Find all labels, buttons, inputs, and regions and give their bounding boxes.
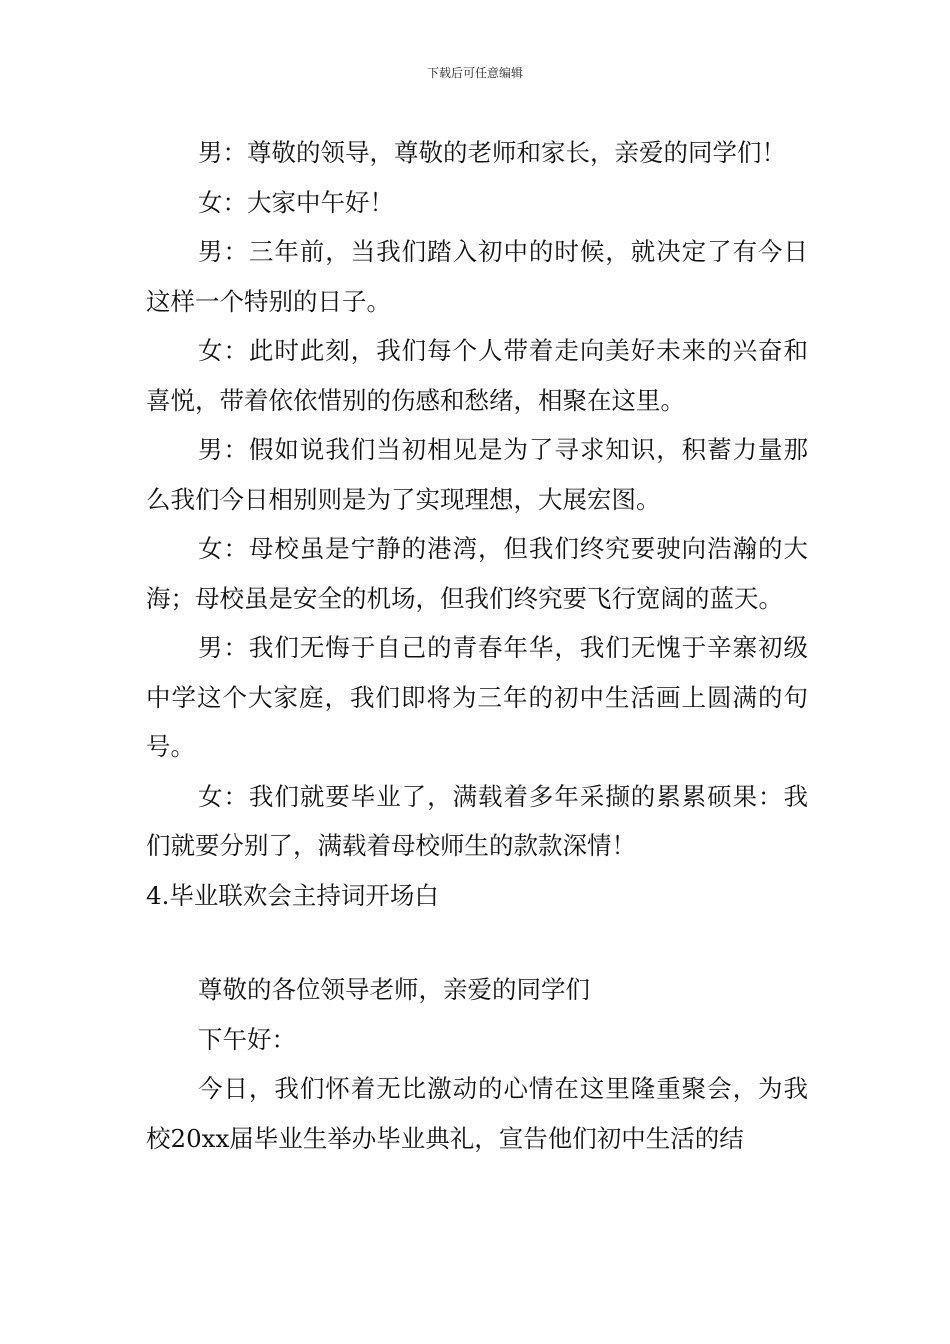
speech-paragraph: 今日，我们怀着无比激动的心情在这里隆重聚会，为我校20xx届毕业生举办毕业典礼，宣告他们初中生活的结 [146,1074,808,1153]
document-body [146,128,808,1163]
dialogue-paragraph: 男：假如说我们当初相见是为了寻求知识，积蓄力量那么我们今日相别则是为了实现理想，大展宏图。 [146,435,808,514]
speech-paragraph: 下午好： [198,1024,296,1054]
section-heading: 4.毕业联欢会主持词开场白 [146,880,439,910]
dialogue-paragraph: 男：我们无悔于自己的青春年华，我们无愧于辛寨初级中学这个大家庭，我们即将为三年的初中生活画上圆满的句号。 [146,633,808,761]
dialogue-paragraph: 男：尊敬的领导，尊敬的老师和家长，亲爱的同学们！ [198,138,786,167]
speech-paragraph: 尊敬的各位领导老师，亲爱的同学们 [198,975,590,1004]
dialogue-paragraph: 女：大家中午好！ [198,187,394,217]
section-spacer [146,920,808,965]
dialogue-paragraph: 女：我们就要毕业了，满载着多年采撷的累累硕果：我们就要分别了，满载着母校师生的款款深情！ [146,781,808,860]
page-header-note: 下载后可任意编辑 [426,66,523,80]
dialogue-paragraph: 女：母校虽是宁静的港湾，但我们终究要驶向浩瀚的大海；母校虽是安全的机场，但我们终究要飞行宽阔的蓝天。 [146,534,808,613]
dialogue-paragraph: 男：三年前，当我们踏入初中的时候，就决定了有今日这样一个特别的日子。 [146,237,808,316]
dialogue-paragraph: 女：此时此刻，我们每个人带着走向美好未来的兴奋和喜悦，带着依依惜别的伤感和愁绪，相聚在这里。 [146,336,808,415]
